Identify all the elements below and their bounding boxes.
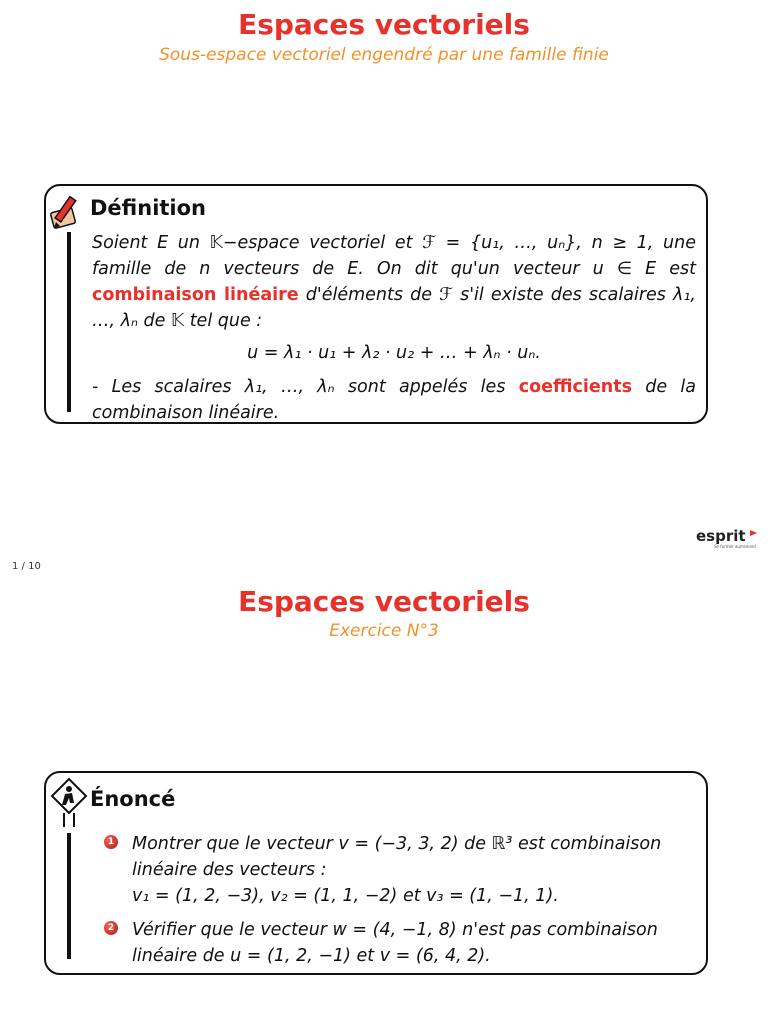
- slide-title: Espaces vectoriels: [238, 585, 530, 618]
- slide-2: [0, 585, 768, 1024]
- esprit-logo: [696, 527, 760, 555]
- item-number-badge: 2: [104, 921, 118, 935]
- exercise-item: [104, 917, 696, 969]
- logo-wordmark: esprit: [696, 527, 746, 545]
- note-part2: de la combinaison linéaire.: [92, 377, 696, 423]
- block-side-bar: [67, 232, 71, 412]
- pencil-book-icon: [48, 192, 88, 236]
- note-part1: - Les scalaires λ₁, …, λₙ sont appelés les: [92, 377, 519, 397]
- item-line: Vérifier que le vecteur w = (4, −1, 8) n'est pas combinaison: [132, 920, 658, 940]
- item-number-badge: 1: [104, 835, 118, 849]
- block-side-bar: [67, 833, 71, 959]
- item-line: linéaire des vecteurs :: [132, 860, 327, 880]
- definition-title: Définition: [90, 196, 207, 220]
- exercise-block: [44, 771, 708, 975]
- definition-text-part1: Soient E un 𝕂−espace vectoriel et ℱ = {u₁, …, uₙ}, n ≥ 1, une famille de n vecteurs de E. On dit qu'un vecteur u ∈ E est: [92, 233, 696, 279]
- exercise-title: Énoncé: [90, 787, 176, 811]
- term-coefficients: coefficients: [518, 377, 632, 397]
- item-line: v₁ = (1, 2, −3), v₂ = (1, 1, −2) et v₃ = (1, −1, 1).: [132, 886, 559, 906]
- definition-block: [44, 184, 708, 424]
- definition-formula: u = λ₁ · u₁ + λ₂ · u₂ + … + λₙ · uₙ.: [247, 343, 541, 363]
- logo-tagline: Se former autrement: [714, 544, 757, 549]
- road-sign-worker-icon: [50, 777, 88, 833]
- item-line: Montrer que le vecteur v = (−3, 3, 2) de ℝ³ est combinaison: [132, 834, 662, 854]
- slide-title: Espaces vectoriels: [238, 8, 530, 41]
- slide-subtitle: Exercice N°3: [329, 621, 439, 641]
- term-combinaison-lineaire: combinaison linéaire: [92, 285, 299, 305]
- definition-text-part2: d'éléments de ℱ s'il existe des scalaires λ₁, …, λₙ de 𝕂 tel que :: [92, 285, 696, 331]
- page-number: 1 / 10: [12, 561, 41, 572]
- exercise-item: [104, 831, 696, 909]
- exercise-text: [104, 831, 696, 977]
- definition-text: [92, 230, 696, 426]
- item-line: linéaire de u = (1, 2, −1) et v = (6, 4, 2).: [132, 946, 491, 966]
- slide-subtitle: Sous-espace vectoriel engendré par une famille finie: [159, 45, 609, 65]
